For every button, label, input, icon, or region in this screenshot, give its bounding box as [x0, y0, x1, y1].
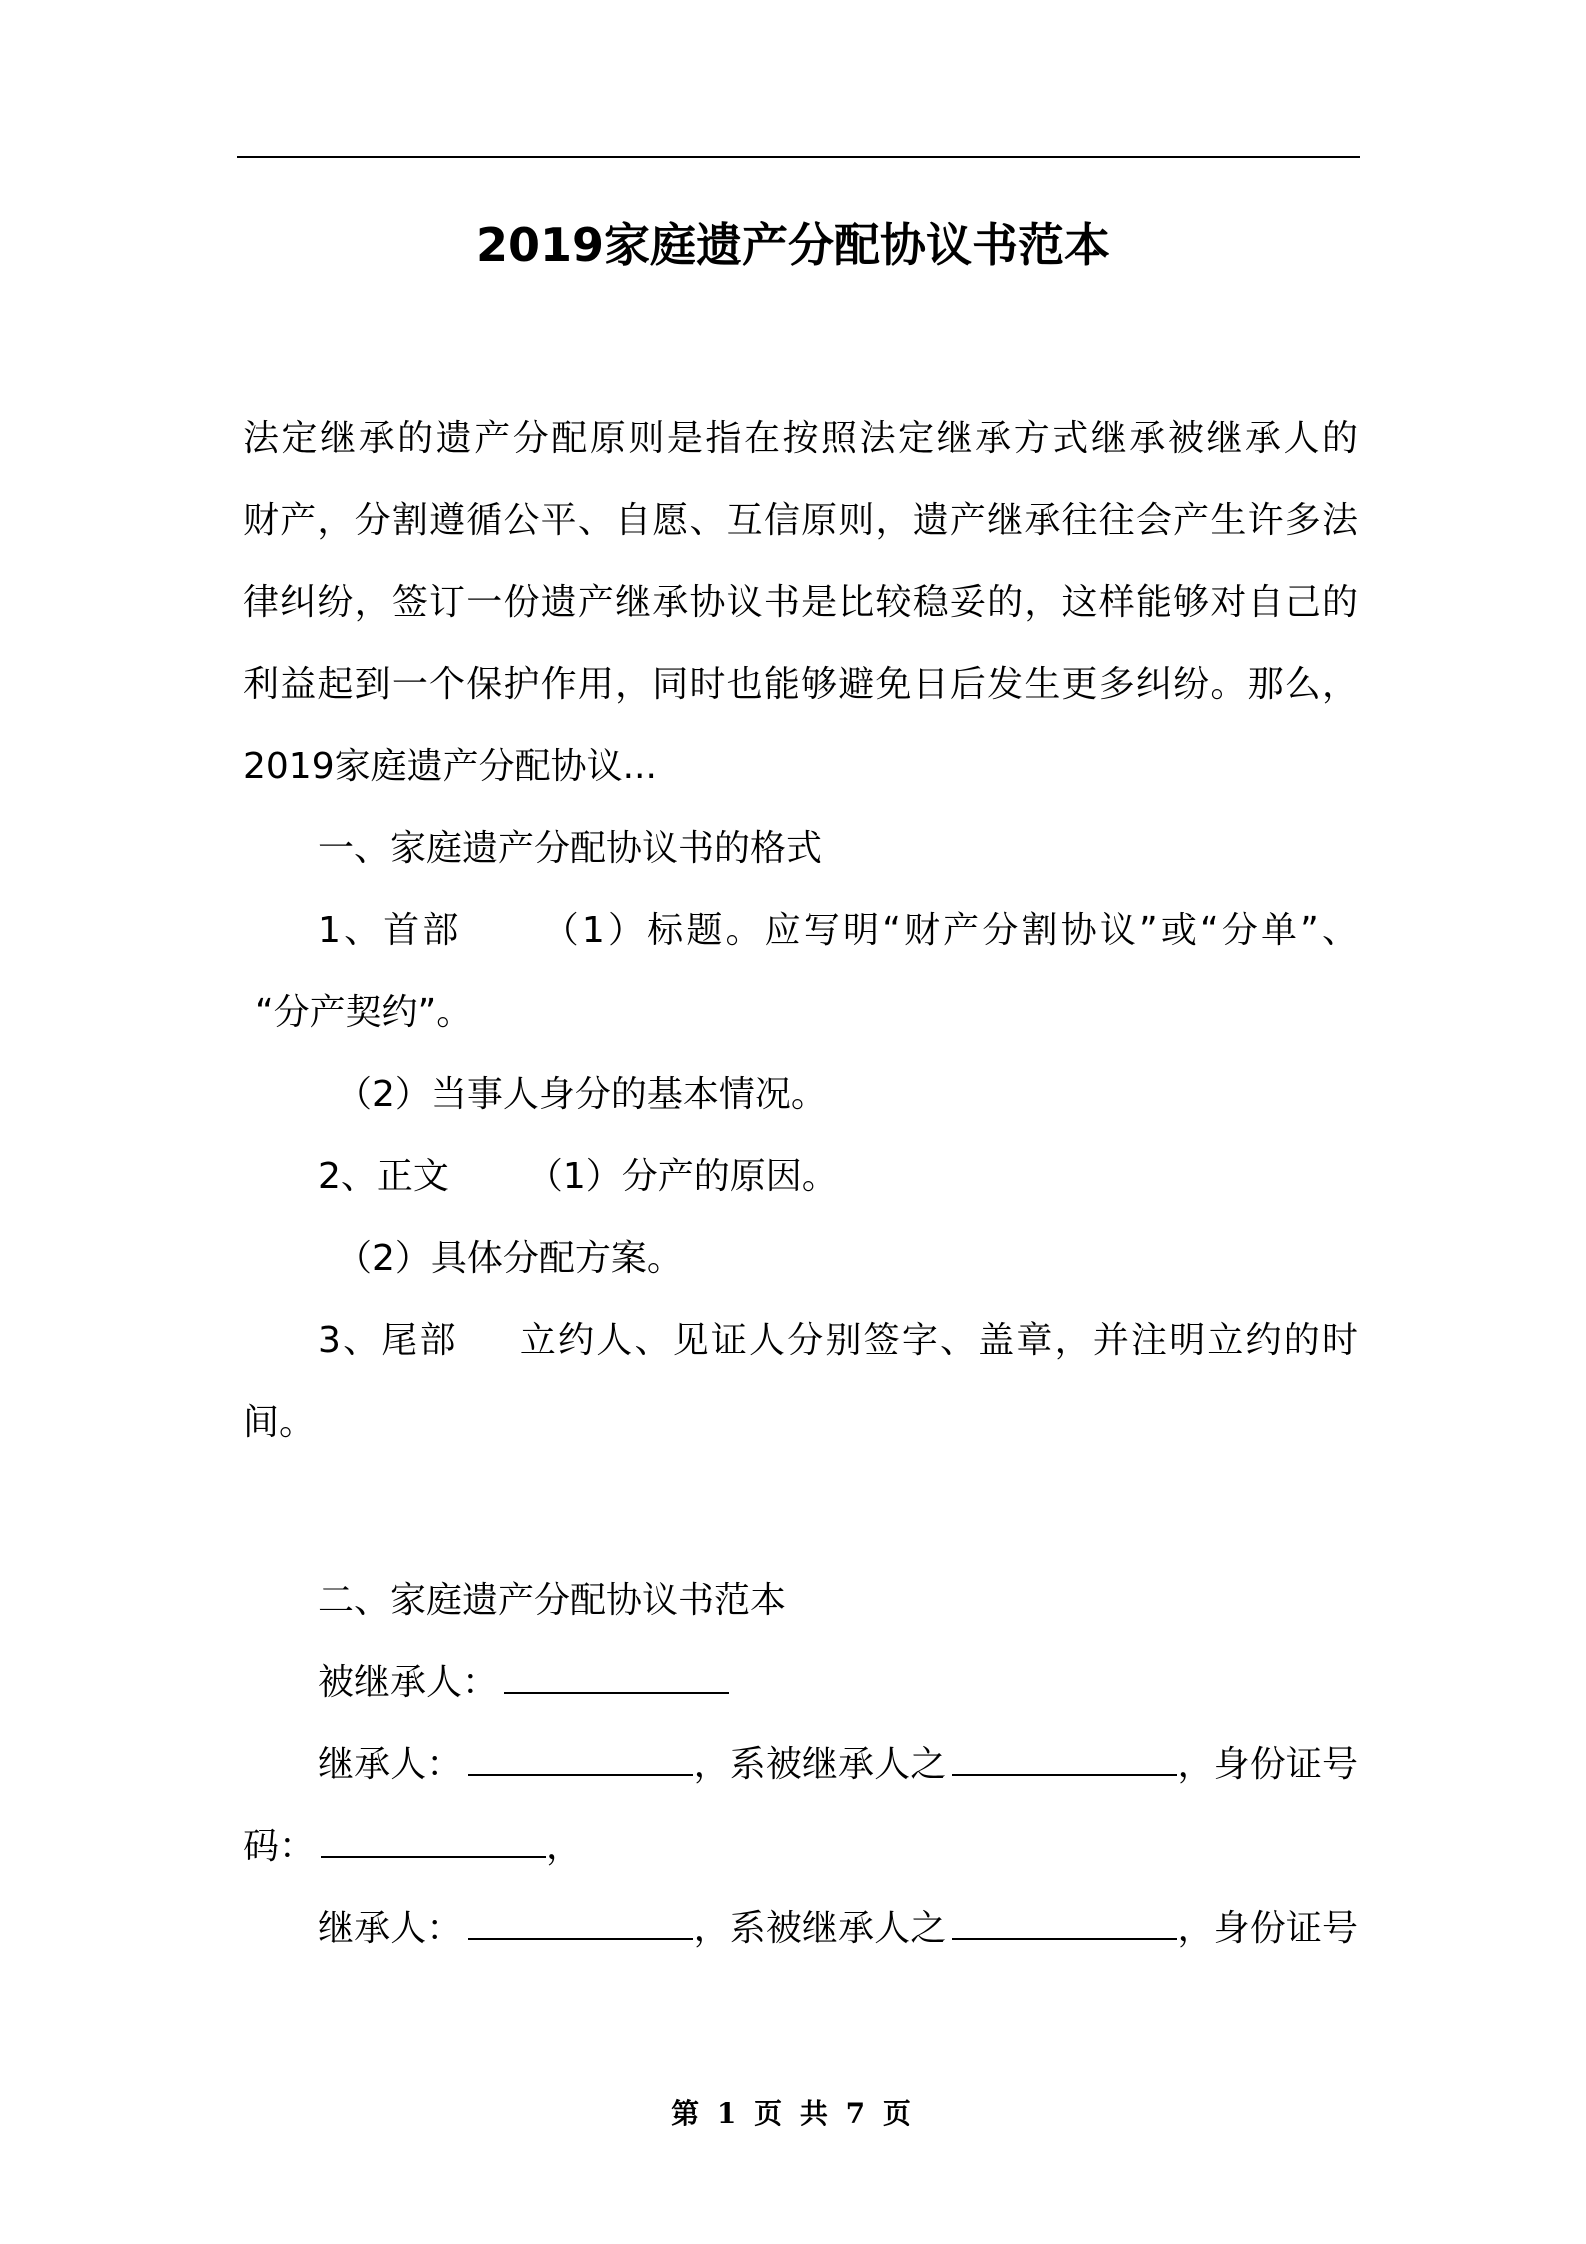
- section1-heading: 一、家庭遗产分配协议书的格式: [318, 828, 823, 869]
- item1-text: （1）标题。应写明“财产分割协议”或“分单”、: [539, 910, 1358, 951]
- heir-line-1-cont: [243, 1821, 1358, 1873]
- heir-line-2: [318, 1903, 1358, 1955]
- item1-label: 1、首部: [318, 910, 462, 951]
- heir-label-2: 继承人：: [318, 1908, 463, 1949]
- intro-line-4: 利益起到一个保护作用，同时也能够避免日后发生更多纠纷。那么，: [243, 664, 1358, 705]
- heir-line-1: [318, 1739, 1358, 1791]
- header-rule: [237, 156, 1360, 158]
- relation-text: ，系被继承人之: [693, 1744, 947, 1785]
- section1-item3: [318, 1315, 1358, 1367]
- intro-line-1: 法定继承的遗产分配原则是指在按照法定继承方式继承被继承人的: [243, 418, 1358, 459]
- id-number-blank: [321, 1822, 546, 1858]
- section1-item1: [318, 905, 1358, 957]
- id-text: ，身份证号: [1177, 1744, 1358, 1785]
- section1-item3-cont: 间。: [243, 1402, 316, 1443]
- item3-text: 立约人、见证人分别签字、盖章，并注明立约的时: [517, 1320, 1358, 1361]
- item2-text: （1）分产的原因。: [526, 1156, 838, 1197]
- intro-line-2: 财产，分割遵循公平、自愿、互信原则，遗产继承往往会产生许多法: [243, 500, 1358, 541]
- section1-item2: [318, 1151, 1358, 1203]
- intro-line-5: 2019家庭遗产分配协议...: [243, 746, 657, 787]
- relation-text-2: ，系被继承人之: [693, 1908, 947, 1949]
- relation-blank-2: [952, 1904, 1177, 1940]
- relation-blank: [952, 1740, 1177, 1776]
- page-footer: 第 1 页 共 7 页: [671, 2097, 915, 2130]
- decedent-line: [318, 1657, 1358, 1709]
- section1-item1-sub2: （2）当事人身分的基本情况。: [336, 1074, 827, 1115]
- document-title: 2019家庭遗产分配协议书范本: [475, 218, 1111, 272]
- intro-line-3: 律纠纷，签订一份遗产继承协议书是比较稳妥的，这样能够对自己的: [243, 582, 1358, 623]
- heir-name-blank: [468, 1740, 693, 1776]
- decedent-blank: [504, 1658, 729, 1694]
- id-text-2: ，身份证号: [1177, 1908, 1358, 1949]
- section2-heading: 二、家庭遗产分配协议书范本: [318, 1580, 787, 1621]
- heir-name-blank-2: [468, 1904, 693, 1940]
- item3-label: 3、尾部: [318, 1320, 458, 1361]
- section1-item1-cont: “分产契约”。: [255, 992, 473, 1033]
- section1-item2-sub2: （2）具体分配方案。: [336, 1238, 683, 1279]
- item2-label: 2、正文: [318, 1156, 449, 1197]
- id-cont-label: 码：: [243, 1826, 316, 1867]
- decedent-label: 被继承人：: [318, 1662, 499, 1703]
- heir-label: 继承人：: [318, 1744, 463, 1785]
- id-comma: ，: [546, 1826, 583, 1867]
